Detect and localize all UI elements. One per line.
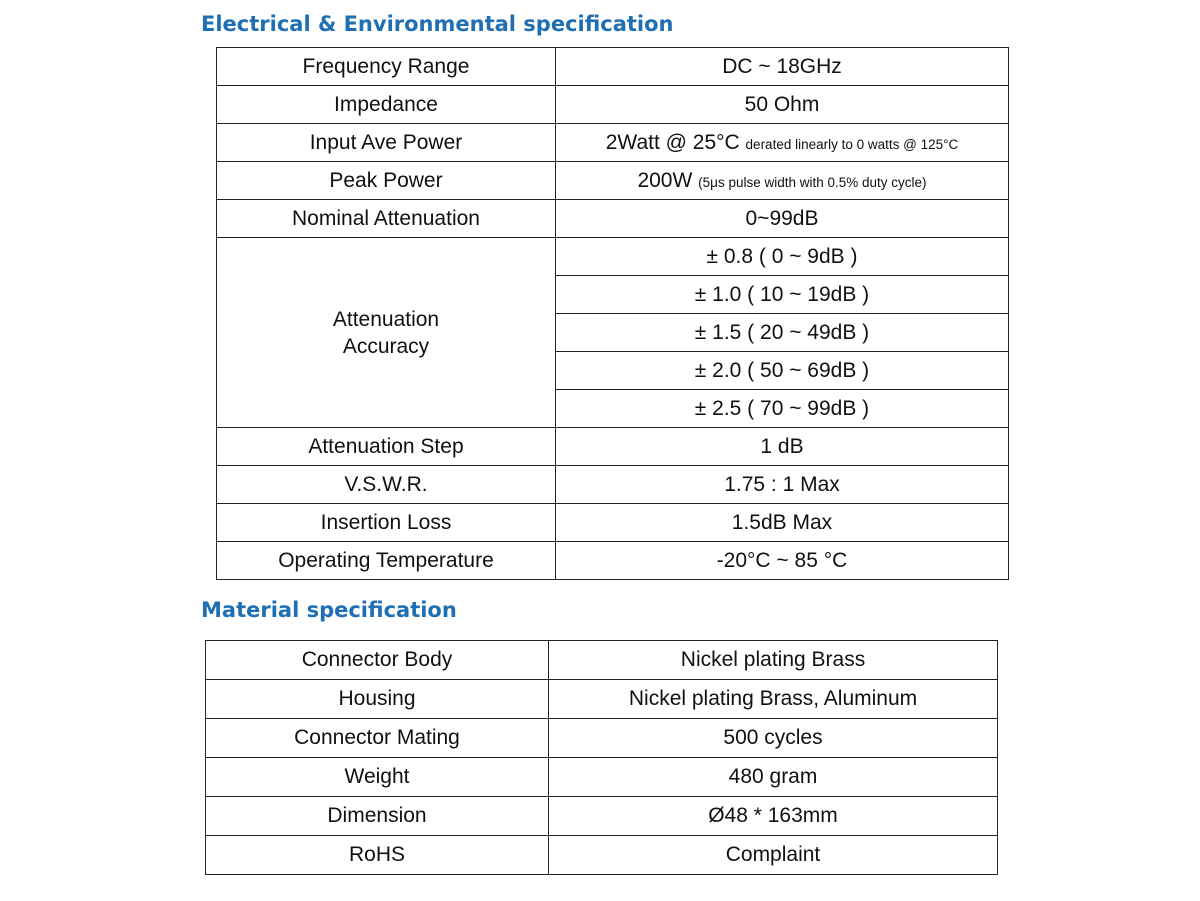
connector-mating-value: 500 cycles — [549, 719, 998, 758]
attenuation-accuracy-value: ± 1.5 ( 20 ~ 49dB ) — [556, 314, 1009, 352]
material-spec-heading: Material specification — [201, 598, 457, 622]
attenuation-accuracy-label — [217, 238, 556, 428]
frequency-range-label: Frequency Range — [217, 48, 556, 86]
frequency-range-value: DC ~ 18GHz — [556, 48, 1009, 86]
input-ave-power-label: Input Ave Power — [217, 124, 556, 162]
attenuation-accuracy-value: ± 0.8 ( 0 ~ 9dB ) — [556, 238, 1009, 276]
table-row — [206, 797, 998, 836]
material-spec-table — [205, 640, 998, 875]
rohs-value: Complaint — [549, 836, 998, 875]
insertion-loss-value: 1.5dB Max — [556, 504, 1009, 542]
rohs-label: RoHS — [206, 836, 549, 875]
input-ave-power-value: 2Watt @ 25°C — [605, 130, 740, 154]
weight-value: 480 gram — [549, 758, 998, 797]
connector-mating-label: Connector Mating — [206, 719, 549, 758]
table-row — [217, 428, 1009, 466]
table-row — [206, 641, 998, 680]
table-row — [217, 504, 1009, 542]
attenuation-step-label: Attenuation Step — [217, 428, 556, 466]
weight-label: Weight — [206, 758, 549, 797]
electrical-spec-table — [216, 47, 1009, 580]
input-ave-power-note: derated linearly to 0 watts @ 125°C — [745, 136, 959, 152]
table-row — [217, 238, 1009, 276]
electrical-spec-heading: Electrical & Environmental specification — [201, 12, 674, 36]
connector-body-value: Nickel plating Brass — [549, 641, 998, 680]
dimension-label: Dimension — [206, 797, 549, 836]
peak-power-note: (5μs pulse width with 0.5% duty cycle) — [698, 174, 927, 190]
operating-temperature-value: -20°C ~ 85 °C — [556, 542, 1009, 580]
impedance-value: 50 Ohm — [556, 86, 1009, 124]
nominal-attenuation-label: Nominal Attenuation — [217, 200, 556, 238]
table-row — [217, 124, 1009, 162]
insertion-loss-label: Insertion Loss — [217, 504, 556, 542]
table-row — [206, 758, 998, 797]
table-row — [217, 542, 1009, 580]
table-row — [217, 162, 1009, 200]
table-row — [217, 86, 1009, 124]
vswr-label: V.S.W.R. — [217, 466, 556, 504]
impedance-label: Impedance — [217, 86, 556, 124]
operating-temperature-label: Operating Temperature — [217, 542, 556, 580]
table-row — [217, 48, 1009, 86]
attenuation-accuracy-label-line1: Attenuation — [332, 307, 440, 331]
attenuation-accuracy-value: ± 1.0 ( 10 ~ 19dB ) — [556, 276, 1009, 314]
attenuation-step-value: 1 dB — [556, 428, 1009, 466]
vswr-value: 1.75 : 1 Max — [556, 466, 1009, 504]
housing-value: Nickel plating Brass, Aluminum — [549, 680, 998, 719]
peak-power-label: Peak Power — [217, 162, 556, 200]
table-row — [217, 466, 1009, 504]
table-row — [206, 680, 998, 719]
housing-label: Housing — [206, 680, 549, 719]
table-row — [217, 200, 1009, 238]
nominal-attenuation-value: 0~99dB — [556, 200, 1009, 238]
table-row — [206, 836, 998, 875]
peak-power-value: 200W — [637, 168, 693, 192]
peak-power-cell — [556, 162, 1009, 200]
attenuation-accuracy-value: ± 2.5 ( 70 ~ 99dB ) — [556, 390, 1009, 428]
dimension-value: Ø48 * 163mm — [549, 797, 998, 836]
attenuation-accuracy-label-line2: Accuracy — [342, 334, 430, 358]
connector-body-label: Connector Body — [206, 641, 549, 680]
attenuation-accuracy-value: ± 2.0 ( 50 ~ 69dB ) — [556, 352, 1009, 390]
input-ave-power-cell — [556, 124, 1009, 162]
table-row — [206, 719, 998, 758]
